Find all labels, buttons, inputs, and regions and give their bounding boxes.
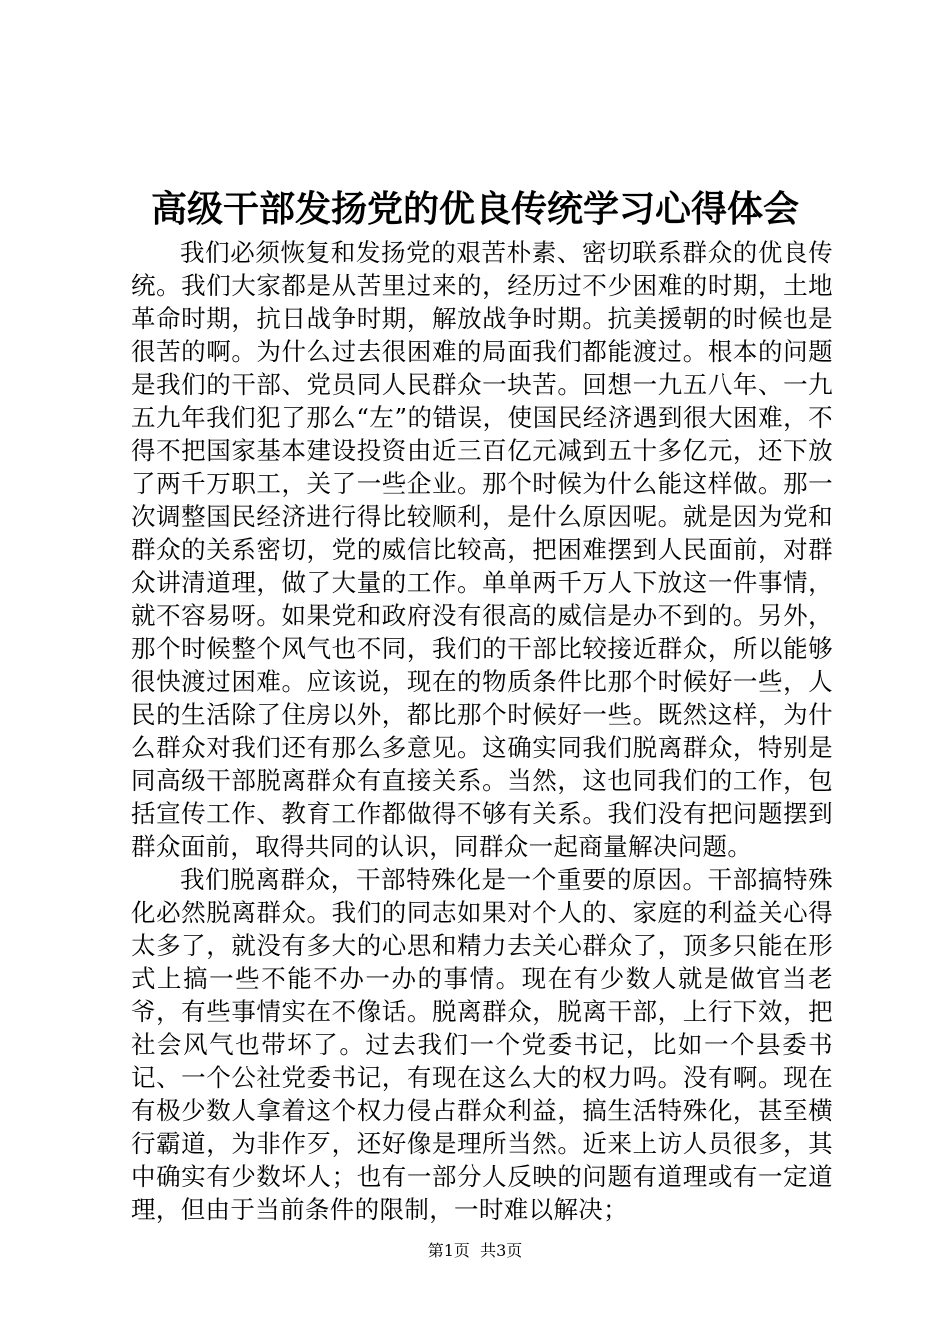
document-title: 高级干部发扬党的优良传统学习心得体会 [150, 188, 799, 230]
paragraph-1: 我们必须恢复和发扬党的艰苦朴素、密切联系群众的优良传统。我们大家都是从苦里过来的，经历过不少困难的时期，土地革命时期，抗日战争时期，解放战争时期。抗美援朝的时候也是很苦的啊。为什么过去很困难的局面我们都能渡过。根本的问题是我们的干部、党员同人民群众一块苦。回想一九五八年、一九五九年我们犯了那么“左”的错误，使国民经济遇到很大困难，不得不把国家基本建设投资由近三百亿元减到五十多亿元，还下放了两千万职工，关了一些企业。那个时候为什么能这样做。那一次调整国民经济进行得比较顺利，是什么原因呢。就是因为党和群众的关系密切，党的威信比较高，把困难摆到人民面前，对群众讲清道理，做了大量的工作。单单两千万人下放这一件事情，就不容易呀。如果党和政府没有很高的威信是办不到的。另外，那个时候整个风气也不同，我们的干部比较接近群众，所以能够很快渡过困难。应该说，现在的物质条件比那个时候好一些，人民的生活除了住房以外，都比那个时候好一些。既然这样，为什么群众对我们还有那么多意见。这确实同我们脱离群众，特别是同高级干部脱离群众有直接关系。当然，这也同我们的工作，包括宣传工作、教育工作都做得不够有关系。我们没有把问题摆到群众面前，取得共同的认识，同群众一起商量解决问题。 [131, 238, 833, 861]
page-footer: 第1页 共3页 [427, 1241, 523, 1260]
paragraph-2: 我们脱离群众，干部特殊化是一个重要的原因。干部搞特殊化必然脱离群众。我们的同志如果对个人的、家庭的利益关心得太多了，就没有多大的心思和精力去关心群众了，顶多只能在形式上搞一些不能不办一办的事情。现在有少数人就是做官当老爷，有些事情实在不像话。脱离群众，脱离干部，上行下效，把社会风气也带坏了。过去我们一个党委书记，比如一个县委书记、一个公社党委书记，有现在这么大的权力吗。没有啊。现在有极少数人拿着这个权力侵占群众利益，搞生活特殊化，甚至横行霸道，为非作歹，还好像是理所当然。近来上访人员很多，其中确实有少数坏人；也有一部分人反映的问题有道理或有一定道理，但由于当前条件的限制，一时难以解决； [131, 865, 833, 1224]
document-body [131, 236, 833, 1226]
